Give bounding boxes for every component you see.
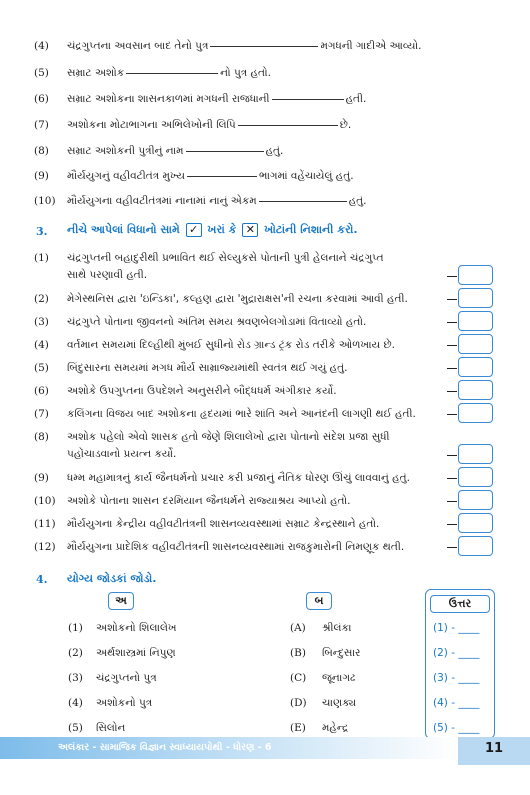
b-number: (C) xyxy=(290,672,307,684)
dash xyxy=(447,455,457,456)
answer-box[interactable] xyxy=(458,380,493,400)
answer-box[interactable] xyxy=(458,311,493,331)
fill-blank-item: અશોકના મોટાભાગના અભિલેખોની લિપિ છે. xyxy=(67,119,352,131)
fill-blank-item: મૌર્યયુગનું વહીવટીતંત્ર મુખ્ય ભાગમાં વહેંચાયેલું હતું. xyxy=(67,170,354,182)
b-number: (B) xyxy=(290,647,306,659)
a-number: (3) xyxy=(68,672,83,684)
dash xyxy=(447,345,457,346)
item-number: (10) xyxy=(34,195,56,207)
dash xyxy=(447,299,457,300)
section-title: નીચે આપેલાં વિધાનો સામે ✓ ખરાં કે ✕ ખોટાંની નિશાની કરો. xyxy=(67,223,358,236)
b-number: (E) xyxy=(290,722,306,734)
blank-line xyxy=(186,151,264,152)
statement-line: કલિંગના વિજય બાદ અશોકના હૃદયમાં ભારે શાંતિ અને આનંદની લાગણી થઈ હતી. xyxy=(67,408,416,420)
page-number: 11 xyxy=(458,737,530,765)
statement-line: મેગેસ્થનિસ દ્વારા 'ઇન્ડિકા', કલ્હણ દ્વારા 'મુદ્રારાક્ષસ'ની રચના કરવામાં આવી હતી. xyxy=(67,293,408,305)
dash xyxy=(447,276,457,277)
dash xyxy=(447,322,457,323)
item-number: (5) xyxy=(34,362,49,374)
section-number: 3. xyxy=(36,225,48,238)
statement-line: વર્તમાન સમયમાં દિલ્હીથી મુંબઈ સુધીનો રોડ ગ્રાન્ડ ટ્રંક રોડ તરીકે ઓળખાય છે. xyxy=(67,339,395,351)
blank-line xyxy=(187,176,257,177)
statement-line: અશોકે ઉપગુપ્તના ઉપદેશને અનુસરીને બૌદ્ધધર્મ અંગીકાર કર્યો. xyxy=(67,385,337,397)
a-number: (4) xyxy=(68,697,83,709)
column-a-header: અ xyxy=(108,592,134,610)
answer-box[interactable] xyxy=(458,357,493,377)
footer-title: અલંકાર - સામાજિક વિજ્ઞાન સ્વાધ્યાયપોથી - ધોરણ - 6 xyxy=(58,742,272,753)
answer-slot[interactable]: (1) - ____ xyxy=(433,622,480,634)
fill-blank-item: સમ્રાટ અશોકના શાસનકાળમાં મગધની રાજધાની હતી. xyxy=(67,93,367,105)
a-item: સિલોન xyxy=(96,722,126,734)
answer-box[interactable] xyxy=(458,536,493,556)
answer-box[interactable] xyxy=(458,513,493,533)
answer-box[interactable] xyxy=(458,490,493,510)
item-number: (2) xyxy=(34,293,49,305)
statement-line: ચંદ્રગુપ્તની બહાદુરીથી પ્રભાવિત થઈ સેલ્યુકસે પોતાની પુત્રી હેલનાને ચંદ્રગુપ્ત xyxy=(67,252,384,264)
blank-line xyxy=(210,46,318,47)
item-number: (4) xyxy=(34,40,49,52)
a-item: અર્થશાસ્ત્રમાં નિપુણ xyxy=(96,647,176,659)
b-item: બિન્દુસાર xyxy=(322,647,361,659)
item-number: (1) xyxy=(34,252,49,264)
answer-column-header: ઉત્તર xyxy=(430,595,490,613)
b-item: શ્રીલંકા xyxy=(322,622,352,634)
answer-box[interactable] xyxy=(458,444,493,464)
dash xyxy=(447,414,457,415)
item-number: (12) xyxy=(34,541,56,553)
statement-line: અશોક પહેલો એવો શાસક હતો જેણે શિલાલેખો દ્વારા પોતાનો સંદેશ પ્રજા સુધી xyxy=(67,431,390,443)
cross-box-icon: ✕ xyxy=(242,223,258,237)
item-number: (10) xyxy=(34,495,56,507)
dash xyxy=(447,391,457,392)
a-number: (5) xyxy=(68,722,83,734)
item-number: (5) xyxy=(34,67,49,79)
answer-slot[interactable]: (2) - ____ xyxy=(433,647,480,659)
item-number: (4) xyxy=(34,339,49,351)
tick-box-icon: ✓ xyxy=(186,223,202,237)
answer-box[interactable] xyxy=(458,265,493,285)
statement-line: પહોંચાડવાનો પ્રયત્ન કર્યો. xyxy=(67,448,177,460)
answer-box[interactable] xyxy=(458,467,493,487)
fill-blank-item: સમ્રાટ અશોક નો પુત્ર હતો. xyxy=(67,67,271,79)
dash xyxy=(447,368,457,369)
a-item: અશોકનો શિલાલેખ xyxy=(96,622,177,634)
item-number: (6) xyxy=(34,93,49,105)
blank-line xyxy=(238,125,338,126)
blank-line xyxy=(272,99,344,100)
statement-line: સાથે પરણાવી હતી. xyxy=(67,269,148,281)
answer-box[interactable] xyxy=(458,403,493,423)
item-number: (9) xyxy=(34,472,49,484)
fill-blank-item: મૌર્યયુગના વહીવટીતંત્રમાં નાનામાં નાનું એકમ હતું. xyxy=(67,195,367,207)
item-number: (7) xyxy=(34,119,49,131)
item-number: (7) xyxy=(34,408,49,420)
statement-line: ધમ્મ મહામાત્રનું કાર્ય જૈનધર્મનો પ્રચાર કરી પ્રજાનું નૈતિક ધોરણ ઊંચું લાવવાનું હતું. xyxy=(67,472,410,484)
statement-line: મૌર્યયુગના કેન્દ્રીય વહીવટીતંત્રની શાસનવ્યવસ્થામાં સમ્રાટ કેન્દ્રસ્થાને હતો. xyxy=(67,518,380,530)
item-number: (3) xyxy=(34,316,49,328)
dash xyxy=(447,547,457,548)
b-number: (A) xyxy=(290,622,306,634)
a-item: ચંદ્રગુપ્તનો પુત્ર xyxy=(96,672,157,684)
statement-line: બિંદુસારના સમયમાં મગધ મૌર્ય સામ્રાજ્યમાંથી સ્વતંત્ર થઈ ગયું હતું. xyxy=(67,362,348,374)
dash xyxy=(447,478,457,479)
statement-line: ચંદ્રગુપ્તે પોતાના જીવનનો અંતિમ સમય શ્રવણબેલગોડામાં વિતાવ્યો હતો. xyxy=(67,316,367,328)
section-title: યોગ્ય જોડકાં જોડો. xyxy=(67,572,157,585)
a-number: (1) xyxy=(68,622,83,634)
statement-line: અશોકે પોતાના શાસન દરમિયાન જૈનધર્મને રાજ્યાશ્રય આપ્યો હતો. xyxy=(67,495,351,507)
statement-line: મૌર્યયુગના પ્રાદેશિક વહીવટીતંત્રની શાસનવ્યવસ્થામાં રાજકુમારોની નિમણૂક થતી. xyxy=(67,541,405,553)
dash xyxy=(447,524,457,525)
column-b-header: બ xyxy=(306,592,332,610)
b-number: (D) xyxy=(290,697,307,709)
fill-blank-item: ચંદ્રગુપ્તના અવસાન બાદ તેનો પુત્ર મગધની ગાદીએ આવ્યો. xyxy=(67,40,422,52)
item-number: (8) xyxy=(34,145,49,157)
section-number: 4. xyxy=(36,573,48,586)
answer-box[interactable] xyxy=(458,288,493,308)
blank-line xyxy=(126,73,218,74)
fill-blank-item: સમ્રાટ અશોકની પુત્રીનું નામ હતું. xyxy=(67,145,284,157)
a-number: (2) xyxy=(68,647,83,659)
b-item: ચાણક્ય xyxy=(322,697,357,709)
answer-slot[interactable]: (5) - ____ xyxy=(433,722,480,734)
blank-line xyxy=(259,201,347,202)
item-number: (6) xyxy=(34,385,49,397)
a-item: અશોકનો પુત્ર xyxy=(96,697,153,709)
answer-box[interactable] xyxy=(458,334,493,354)
dash xyxy=(447,501,457,502)
answer-slot[interactable]: (3) - ____ xyxy=(433,672,480,684)
item-number: (8) xyxy=(34,431,49,443)
item-number: (9) xyxy=(34,170,49,182)
b-item: મહેન્દ્ર xyxy=(322,722,349,734)
b-item: જૂનાગઢ xyxy=(322,672,356,684)
item-number: (11) xyxy=(34,518,56,530)
answer-slot[interactable]: (4) - ____ xyxy=(433,697,480,709)
